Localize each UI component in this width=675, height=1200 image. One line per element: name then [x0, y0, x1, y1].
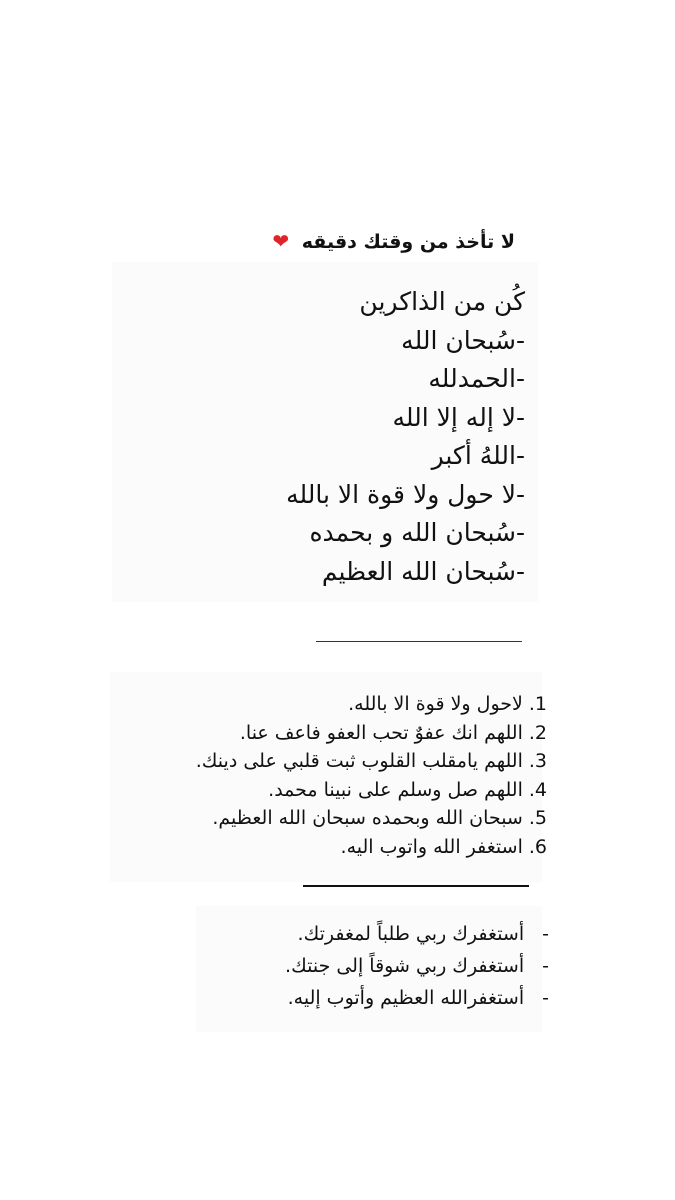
list-item — [127, 747, 547, 776]
item-text: لاحول ولا قوة الا بالله. — [348, 693, 523, 715]
dhikr-section — [195, 283, 525, 591]
item-number: 2. — [528, 721, 547, 744]
item-number: 6. — [528, 835, 547, 858]
list-item — [169, 950, 549, 982]
dhikr-item: -سُبحان الله — [401, 325, 525, 355]
item-text: اللهم صل وسلم على نبينا محمد. — [268, 778, 523, 801]
item-text: أستغفرك ربي شوقاً إلى جنتك. — [285, 955, 525, 977]
item-text: اللهم انك عفوٌ تحب العفو فاعف عنا. — [239, 721, 523, 744]
numbered-list — [127, 690, 547, 861]
item-dash: - — [542, 955, 549, 977]
item-number: 1. — [528, 693, 547, 715]
item-number: 3. — [528, 750, 547, 772]
item-text: أستغفرك ربي طلباً لمغفرتك. — [297, 923, 525, 945]
item-text: استغفر الله واتوب اليه. — [340, 835, 523, 858]
item-text: أستغفرالله العظيم وأتوب إليه. — [287, 987, 525, 1009]
item-number: 4. — [528, 778, 547, 801]
item-text: سبحان الله وبحمده سبحان الله العظيم. — [212, 807, 523, 829]
divider-thick — [303, 885, 529, 887]
title-text: لا تأخذ من وقتك دقيقه — [301, 231, 515, 253]
dhikr-item: -لا حول ولا قوة الا بالله — [286, 479, 525, 509]
istighfar-list — [169, 918, 549, 1014]
dhikr-item: -لا إله إلا الله — [392, 402, 525, 432]
list-item — [127, 804, 547, 833]
list-item — [127, 690, 547, 719]
item-dash: - — [542, 987, 549, 1009]
list-item — [169, 982, 549, 1014]
item-number: 5. — [528, 807, 547, 829]
heart-icon: ❤ — [272, 229, 290, 253]
item-dash: - — [542, 923, 549, 945]
dhikr-item: -اللهُ أكبر — [431, 441, 525, 470]
dhikr-item: -الحمدلله — [428, 364, 525, 393]
page-title — [215, 226, 515, 256]
list-item — [127, 833, 547, 862]
dhikr-item: -سُبحان الله و بحمده — [309, 518, 525, 547]
dhikr-heading: كُن من الذاكرين — [359, 287, 525, 316]
list-item — [127, 719, 547, 748]
dhikr-item: -سُبحان الله العظيم — [321, 556, 525, 586]
item-text: اللهم يامقلب القلوب ثبت قلبي على دينك. — [195, 750, 523, 772]
list-item — [169, 918, 549, 950]
divider-thin — [316, 641, 522, 642]
list-item — [127, 776, 547, 805]
